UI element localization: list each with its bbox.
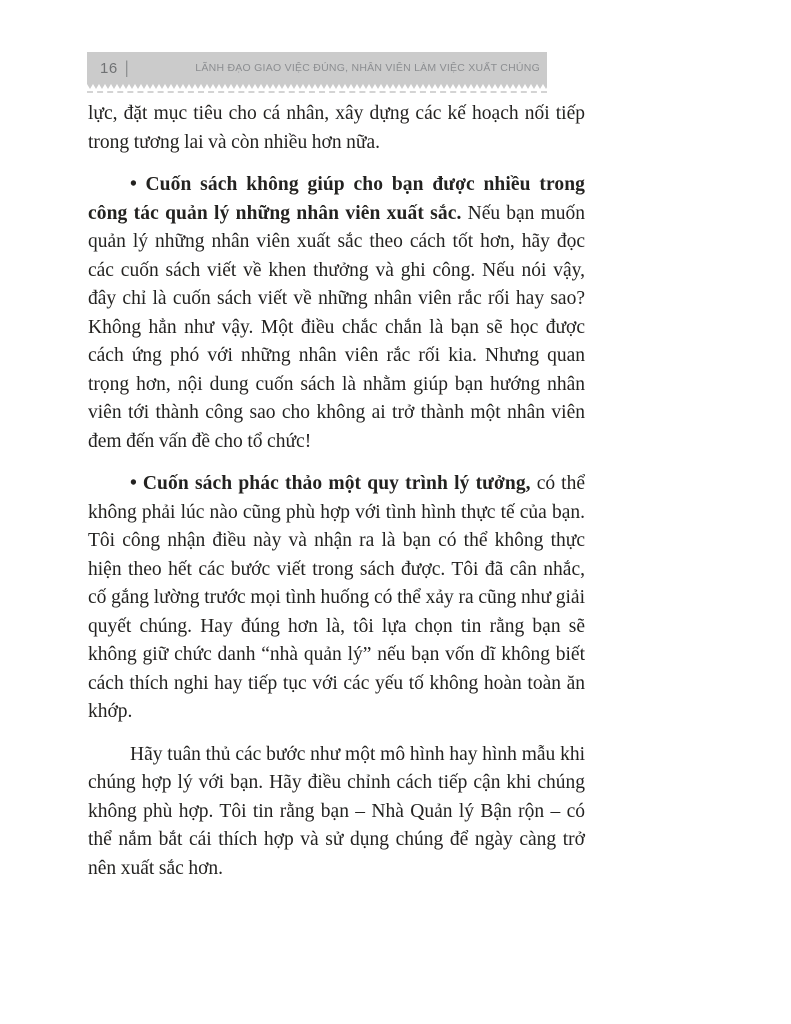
paragraph-text: có thể không phải lúc nào cũng phù hợp với tình hình thực tế của bạn. Tôi công nhận điều này và nhận ra là bạn có thể không thực hiện theo hết các bước viết trong sách được. Tôi đã cân nhắc, cố gắng lường trước mọi tình huống có thể xảy ra cũng như giải quyết chúng. Hay đúng hơn là, tôi lựa chọn tin rằng bạn sẽ không giữ chức danh “nhà quản lý” nếu bạn vốn dĩ không biết cách thích nghi hay tiếp tục với các yếu tố không hoàn toàn ăn khớp. (88, 473, 585, 722)
paragraph-text: lực, đặt mục tiêu cho cá nhân, xây dựng các kế hoạch nối tiếp trong tương lai và còn nhiều hơn nữa. (88, 103, 585, 153)
bullet-lead-bold: Cuốn sách phác thảo một quy trình lý tưởng, (142, 473, 531, 494)
running-title: LÃNH ĐẠO GIAO VIỆC ĐÚNG, NHÂN VIÊN LÀM VIỆC XUẤT CHÚNG (195, 62, 540, 74)
page-number-group (100, 60, 129, 77)
perforation-edge-icon (87, 84, 547, 89)
paragraph-text: Hãy tuân thủ các bước như một mô hình hay hình mẫu khi chúng hợp lý với bạn. Hãy điều chỉnh cách tiếp cận khi chúng không phù hợp. Tôi tin rằng bạn – Nhà Quản lý Bận rộn – có thể nắm bắt cái thích hợp và sử dụng chúng để ngày càng trở nên xuất sắc hơn. (88, 743, 585, 879)
paragraph-continuation (88, 100, 585, 157)
page-number-separator: | (124, 58, 129, 78)
dashed-divider (87, 91, 547, 93)
header-band (87, 52, 547, 84)
bullet-paragraph (88, 171, 585, 456)
paragraph (88, 741, 585, 884)
page-body (88, 100, 585, 897)
bullet-marker: • (130, 174, 137, 195)
bullet-marker: • (130, 473, 137, 494)
page-number: 16 (100, 59, 118, 77)
paragraph-text: Nếu bạn muốn quản lý những nhân viên xuất sắc theo cách tốt hơn, hãy đọc các cuốn sách viết về khen thưởng và ghi công. Nếu nói vậy, đây chỉ là cuốn sách viết về những nhân viên rắc rối hay sao? Không hẳn như vậy. Một điều chắc chắn là bạn sẽ học được cách ứng phó với những nhân viên rắc rối kia. Nhưng quan trọng hơn, nội dung cuốn sách là nhằm giúp bạn hướng nhân viên tới thành công sao cho không ai trở thành một nhân viên đem đến vấn đề cho tổ chức! (88, 202, 585, 452)
bullet-paragraph (88, 470, 585, 727)
bullet-lead-bold: Cuốn sách không giúp cho bạn được nhiều trong công tác quản lý những nhân viên xuất sắc. (88, 174, 585, 224)
